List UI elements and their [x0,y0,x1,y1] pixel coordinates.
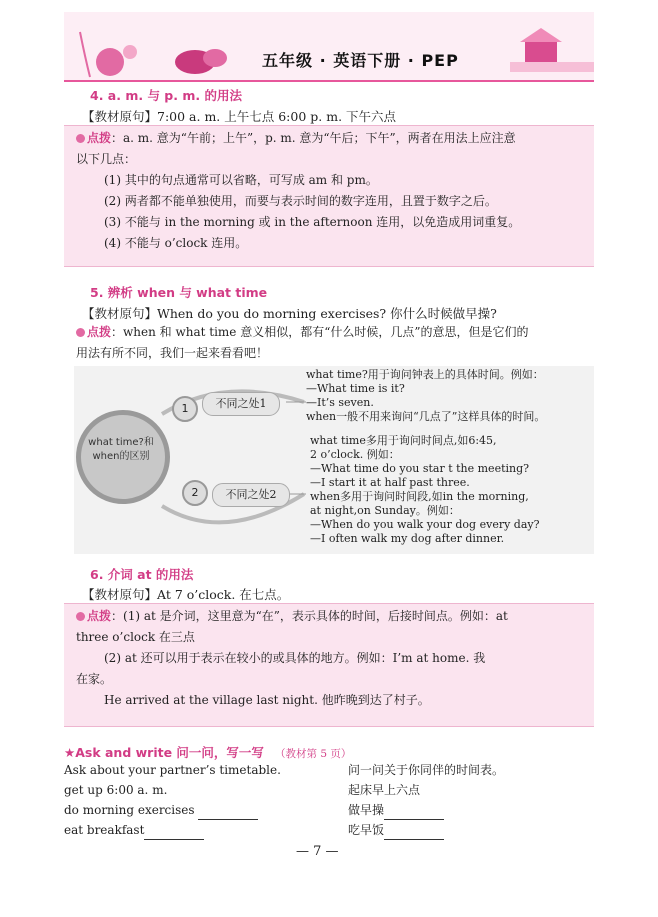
diagram-label-1: 不同之处1 [202,392,280,416]
section-5-original: 【教材原句】When do you do morning exercises? 你什么时候做早操? [82,306,497,321]
ask-write-right: 问一问关于你同伴的时间表。 起床早上六点 做早操 吃早饭 [348,760,504,840]
section-5-title: 5. 辨析 when 与 what time [90,285,268,300]
diagram-node-1: 1 [172,396,198,422]
answer-line[interactable] [144,839,204,840]
diagram-label-2: 不同之处2 [212,483,290,507]
diagram-node-2: 2 [182,480,208,506]
section-5-tip: 点拨：when 和 what time 意义相似，都有“什么时候，几点”的意思，但是它们的 用法有所不同，我们一起来看看吧！ [76,325,529,360]
section-6-tip: 点拨：(1) at 是介词，这里意为“在”，表示具体的时间，后接时间点。例如：at three o’clock 在三点 (2) at 还可以用于表示在较小的或具体的地方。例如：I’m at home. 我 在家。 He arrived at the village last night. 他昨晚到达了村子。 [76,609,508,707]
section-6-original: 【教材原句】At 7 o’clock. 在七点。 [82,587,290,602]
section-4-title: 4. a. m. 与 p. m. 的用法 [90,88,242,103]
section-6-title: 6. 介词 at 的用法 [90,567,194,582]
ask-write-left: Ask about your partner’s timetable. get up 6:00 a. m. do morning exercises eat breakfast [64,760,281,840]
section-4-original: 【教材原句】7:00 a. m. 上午七点 6:00 p. m. 下午六点 [82,109,397,124]
header-divider [64,80,594,82]
bulb-icon [76,328,85,337]
page-number: — 7 — [296,844,339,859]
header-title: 五年级 · 英语下册 · PEP [262,51,459,70]
bulb-icon [76,612,85,621]
diagram-text-1: what time?用于询问钟表上的具体时间。例如： —What time is it? —It’s seven. when一般不用来询问“几点了”这样具体的时间。 [306,368,546,423]
section-4-tip: 点拨：a. m. 意为“午前；上午”，p. m. 意为“午后；下午”，两者在用法上应注意 以下几点： (1) 其中的句点通常可以省略，可写成 am 和 pm。 (2) 两者都不能单独使用，而要与表示时间的数字连用，且置于数字之后。 (3) 不能与 in the morning 或 in the afternoon 连用，以免造成用词重复。 (4) 不能与 o’clock 连用。 [76,131,521,250]
diagram-center-label: what time?和 when的区别 [88,437,154,462]
bulb-icon [76,134,85,143]
ask-write-title: ★Ask and write 问一问，写一写 （教材第 5 页） [64,745,352,760]
answer-line[interactable] [198,819,258,820]
diagram-text-2: what time多用于询问时间点,如6:45, 2 o’clock. 例如： —What time do you star t the meeting? —I start it at half past three. when多用于询问时间段,如in the morning, at night,on Sunday。例如： —When do you walk your dog every day? —I often walk my dog after dinner. [310,434,540,545]
answer-line[interactable] [384,839,444,840]
